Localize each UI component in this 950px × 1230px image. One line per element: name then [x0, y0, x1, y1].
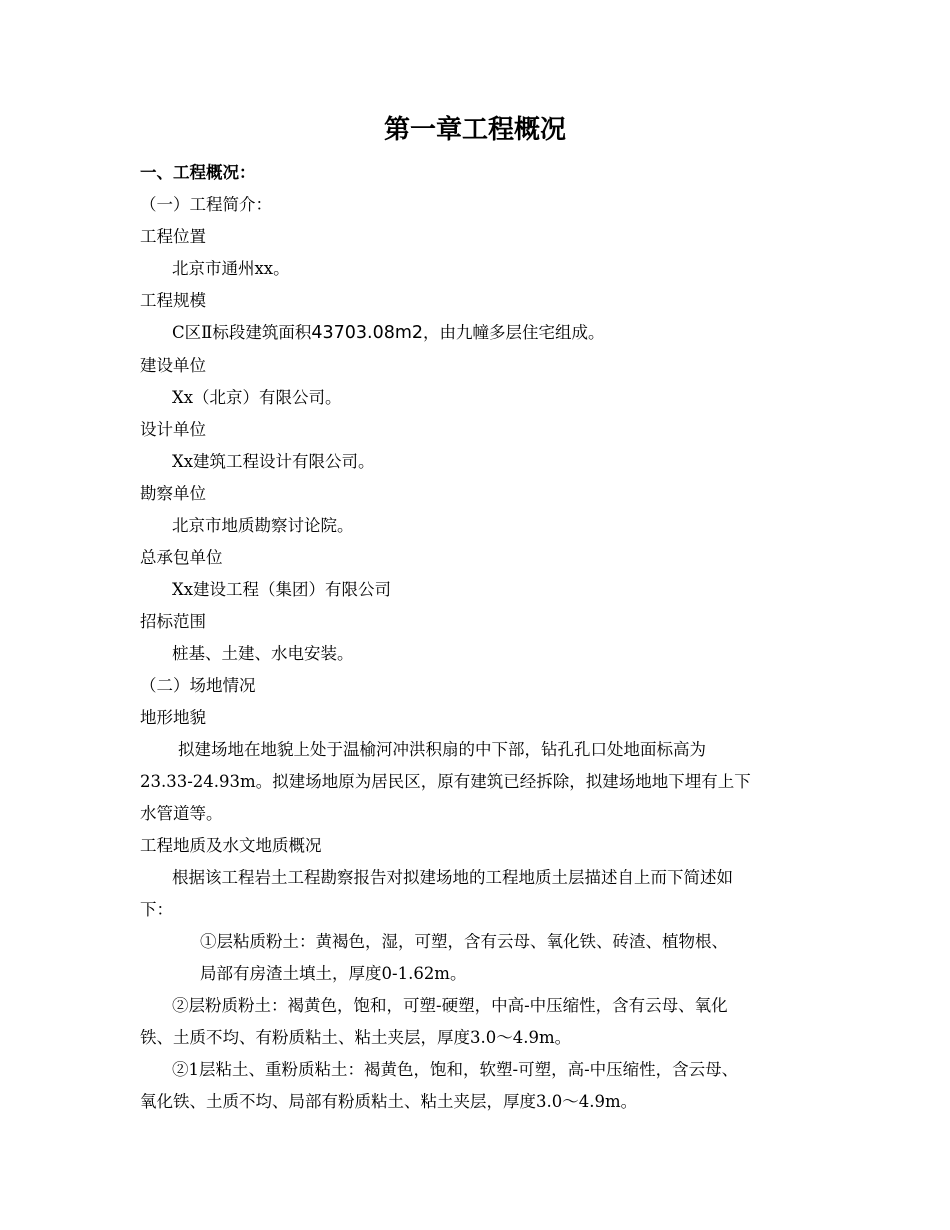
field-value: 桩基、土建、水电安装。	[172, 644, 354, 663]
scale-suffix: ，由九幢多层住宅组成。	[423, 323, 605, 342]
subsection-heading: （一）工程简介：	[140, 195, 272, 214]
soil-layer-line: ②层粉质粉土：褐黄色，饱和，可塑-硬塑，中高-中压缩性，含有云母、氧化	[172, 996, 728, 1015]
section-heading: 一、工程概况：	[140, 163, 256, 182]
paragraph-line: 拟建场地在地貌上处于温榆河冲洪积扇的中下部，钻孔孔口处地面标高为	[178, 740, 706, 759]
field-value	[172, 320, 605, 346]
field-label: 工程地质及水文地质概况	[140, 836, 322, 855]
field-label: 设计单位	[140, 420, 206, 439]
field-label: 勘察单位	[140, 484, 206, 503]
paragraph-line: 下：	[140, 900, 173, 919]
soil-layer-line: 氧化铁、土质不均、局部有粉质粘土、粘土夹层，厚度3.0～4.9m。	[140, 1092, 638, 1111]
field-value: 北京市通州xx。	[172, 259, 290, 278]
soil-layer-line: 局部有房渣土填土，厚度0-1.62m。	[200, 964, 467, 983]
field-label: 地形地貌	[140, 708, 206, 727]
field-label: 建设单位	[140, 356, 206, 375]
paragraph-line: 水管道等。	[140, 804, 223, 823]
field-value: Xx（北京）有限公司。	[172, 388, 342, 407]
chapter-title: 第一章工程概况	[383, 115, 566, 145]
field-label: 招标范围	[140, 612, 206, 631]
field-label: 总承包单位	[140, 548, 223, 567]
paragraph-line: 23.33-24.93m。拟建场地原为居民区，原有建筑已经拆除，拟建场地地下埋有上下	[140, 772, 751, 791]
field-value: Xx建设工程（集团）有限公司	[172, 580, 392, 599]
scale-prefix: C区Ⅱ标段建筑面积	[172, 323, 312, 342]
scale-area: 43703.08m2	[311, 323, 424, 343]
field-value: 北京市地质勘察讨论院。	[172, 516, 354, 535]
soil-layer-line: ①层粘质粉土：黄褐色，湿，可塑，含有云母、氧化铁、砖渣、植物根、	[200, 932, 728, 951]
paragraph-line: 根据该工程岩土工程勘察报告对拟建场地的工程地质土层描述自上而下简述如	[172, 868, 733, 887]
soil-layer-line: 铁、土质不均、有粉质粘土、粘土夹层，厚度3.0～4.9m。	[140, 1028, 572, 1047]
field-value: Xx建筑工程设计有限公司。	[172, 452, 375, 471]
field-label: 工程位置	[140, 227, 206, 246]
field-label: 工程规模	[140, 291, 206, 310]
soil-layer-line: ②1层粘土、重粉质粘土：褐黄色，饱和，软塑-可塑，高-中压缩性，含云母、	[172, 1060, 739, 1079]
subsection-heading: （二）场地情况	[140, 676, 256, 695]
